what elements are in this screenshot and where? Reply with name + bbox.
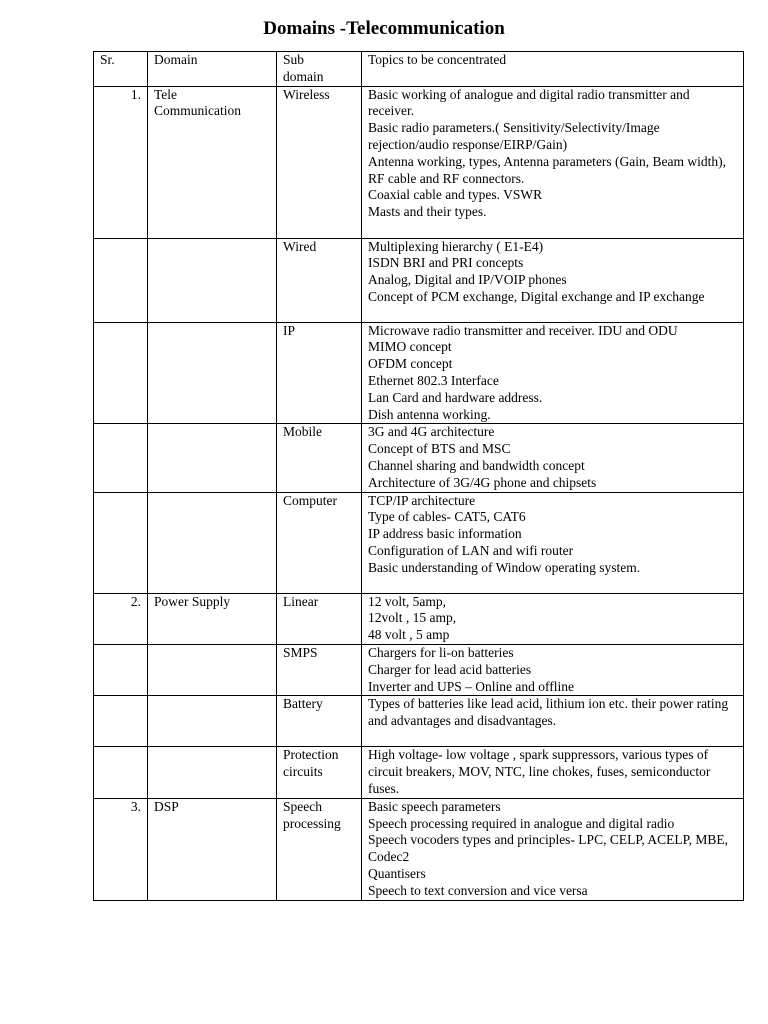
topic-item: IP address basic information (368, 526, 522, 542)
subdomain-label: Wireless (283, 86, 330, 102)
domain-cell (148, 322, 277, 424)
subdomain-cell (277, 798, 362, 900)
table-row (94, 593, 744, 644)
subdomain-label: Computer (283, 492, 337, 508)
sr-cell (94, 696, 148, 747)
topic-item: Chargers for li-on batteries (368, 644, 514, 660)
topic-item: Basic radio parameters.( Sensitivity/Selectivity/Image rejection/audio response/EIRP/Gain) (368, 120, 660, 152)
table-row (94, 492, 744, 593)
header-subdomain-label: Sub domain (283, 52, 324, 84)
domain-cell (148, 492, 277, 593)
topic-item: 12 volt, 5amp, (368, 593, 446, 609)
topic-item: Speech to text conversion and vice versa (368, 882, 588, 898)
table-row (94, 322, 744, 424)
topic-item: OFDM concept (368, 356, 453, 372)
domain-label: DSP (154, 798, 179, 814)
table-row (94, 747, 744, 798)
topic-item: Concept of BTS and MSC (368, 441, 511, 457)
topic-item: Charger for lead acid batteries (368, 661, 532, 677)
table-row (94, 424, 744, 492)
page-title: Domains -Telecommunication (263, 18, 505, 39)
header-domain: Domain (148, 52, 277, 87)
topic-item: MIMO concept (368, 339, 452, 355)
header-topics: Topics to be concentrated (362, 52, 744, 87)
sr-cell (94, 322, 148, 424)
topic-item: Analog, Digital and IP/VOIP phones (368, 272, 567, 288)
subdomain-label: Wired (283, 238, 317, 254)
table-row (94, 86, 744, 238)
topics-cell (362, 424, 744, 492)
sr-cell: 1. (94, 86, 148, 238)
topic-item: RF cable and RF connectors. (368, 170, 525, 186)
topics-cell (362, 86, 744, 238)
table-row (94, 644, 744, 695)
domain-cell (148, 86, 277, 238)
topic-item: Coaxial cable and types. VSWR (368, 187, 543, 203)
subdomain-cell (277, 86, 362, 238)
sr-cell (94, 238, 148, 322)
topic-item: 12volt , 15 amp, (368, 610, 457, 626)
topic-item: Multiplexing hierarchy ( E1-E4) (368, 238, 544, 254)
domain-cell (148, 424, 277, 492)
topic-item: High voltage- low voltage , spark suppressors, various types of circuit breakers, MOV, NTC, line chokes, fuses, semiconductor fuses. (368, 747, 711, 796)
sr-cell (94, 424, 148, 492)
topic-item: Basic understanding of Window operating system. (368, 559, 641, 575)
table-row (94, 238, 744, 322)
topic-item: Quantisers (368, 865, 426, 881)
topic-item: Configuration of LAN and wifi router (368, 542, 574, 558)
subdomain-label: Battery (283, 696, 323, 712)
topics-cell (362, 696, 744, 747)
table-row (94, 798, 744, 900)
subdomain-cell (277, 424, 362, 492)
topic-item: Ethernet 802.3 Interface (368, 372, 499, 388)
topic-item: Lan Card and hardware address. (368, 389, 543, 405)
topic-item: Channel sharing and bandwidth concept (368, 457, 585, 473)
topic-item: Speech processing required in analogue and digital radio (368, 815, 675, 831)
topics-cell (362, 492, 744, 593)
topic-item: Masts and their types. (368, 204, 487, 220)
domain-label: Tele Communication (154, 86, 241, 119)
topic-item: TCP/IP architecture (368, 492, 476, 508)
subdomain-label: Speech processing (283, 798, 341, 831)
topic-item: Speech vocoders types and principles- LPC, CELP, ACELP, MBE, Codec2 (368, 832, 728, 865)
topic-item: Inverter and UPS – Online and offline (368, 678, 574, 694)
topic-item: Antenna working, types, Antenna parameters (Gain, Beam width), (368, 153, 727, 169)
domain-cell (148, 696, 277, 747)
header-subdomain (277, 52, 362, 87)
subdomain-cell (277, 322, 362, 424)
topic-item: Basic working of analogue and digital radio transmitter and receiver. (368, 86, 690, 119)
topic-item: Concept of PCM exchange, Digital exchange and IP exchange (368, 288, 705, 304)
topic-item: Architecture of 3G/4G phone and chipsets (368, 474, 597, 490)
sr-cell (94, 492, 148, 593)
domain-cell (148, 593, 277, 644)
subdomain-cell (277, 492, 362, 593)
header-sr: Sr. (94, 52, 148, 87)
sr-cell: 2. (94, 593, 148, 644)
subdomain-label: IP (283, 322, 296, 338)
header-row (94, 52, 744, 87)
subdomain-cell (277, 238, 362, 322)
domain-label: Power Supply (154, 593, 231, 609)
subdomain-label: Protection circuits (283, 747, 339, 780)
domain-cell (148, 747, 277, 798)
topics-cell (362, 644, 744, 695)
domain-cell (148, 798, 277, 900)
domain-cell (148, 238, 277, 322)
domains-table (93, 51, 744, 901)
topic-item: Microwave radio transmitter and receiver. IDU and ODU (368, 322, 678, 338)
topics-cell (362, 322, 744, 424)
topic-item: 3G and 4G architecture (368, 424, 495, 440)
topic-item: ISDN BRI and PRI concepts (368, 255, 524, 271)
subdomain-label: SMPS (283, 644, 318, 660)
subdomain-cell (277, 747, 362, 798)
subdomain-cell (277, 644, 362, 695)
topics-cell (362, 798, 744, 900)
topics-cell (362, 593, 744, 644)
subdomain-label: Linear (283, 593, 319, 609)
topic-item: Basic speech parameters (368, 798, 501, 814)
subdomain-cell (277, 696, 362, 747)
topics-cell (362, 747, 744, 798)
sr-cell (94, 644, 148, 695)
topics-cell (362, 238, 744, 322)
domain-cell (148, 644, 277, 695)
table-row (94, 696, 744, 747)
subdomain-label: Mobile (283, 424, 322, 440)
subdomain-cell (277, 593, 362, 644)
topic-item: Dish antenna working. (368, 406, 491, 422)
sr-cell: 3. (94, 798, 148, 900)
topic-item: Type of cables- CAT5, CAT6 (368, 509, 526, 525)
topic-item: 48 volt , 5 amp (368, 627, 450, 643)
topic-item: Types of batteries like lead acid, lithium ion etc. their power rating and advantages and disadvantages. (368, 696, 729, 729)
sr-cell (94, 747, 148, 798)
